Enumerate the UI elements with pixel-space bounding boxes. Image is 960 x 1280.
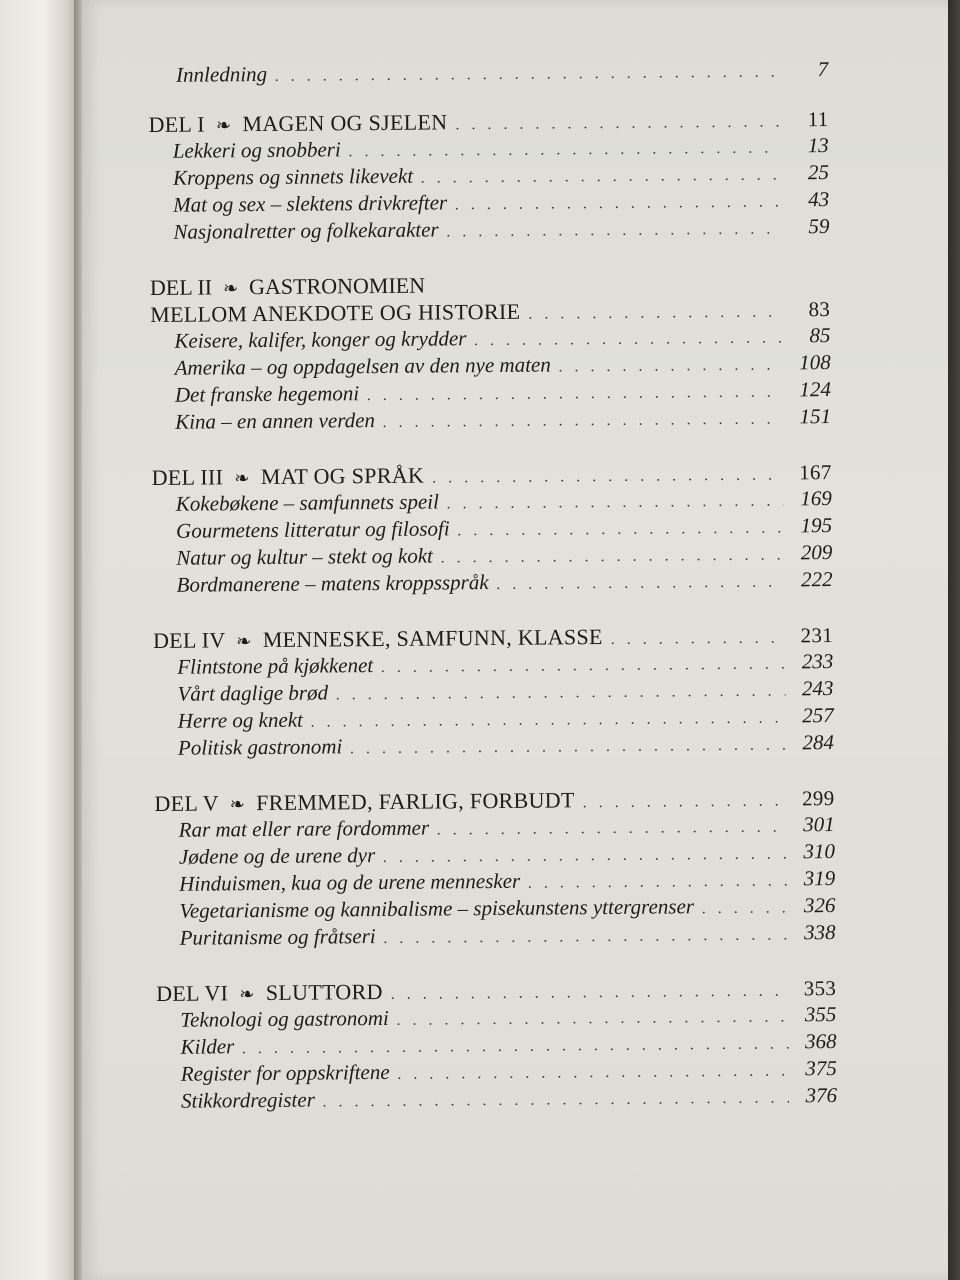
toc-entry — [153, 648, 833, 681]
entry-page: 299 — [801, 786, 835, 811]
entry-title: Rar mat eller rare fordommer — [178, 815, 430, 842]
entry-page: 301 — [803, 812, 835, 837]
entry-page: 108 — [799, 350, 831, 375]
entry-page: 233 — [801, 649, 834, 674]
entry-title: Gourmetens litteratur og filosofi — [175, 516, 450, 543]
toc-entry — [149, 186, 829, 219]
dot-leader — [455, 188, 781, 218]
toc-entry-intro — [148, 56, 828, 89]
table-of-contents — [148, 56, 837, 1143]
dot-leader — [323, 1084, 789, 1115]
entry-page: 25 — [807, 160, 830, 185]
toc-entry — [156, 1001, 836, 1034]
entry-title: Vegetarianisme og kannibalisme – spisekunstens yttergrenser — [179, 894, 695, 923]
entry-title: Det franske hegemoni — [174, 381, 360, 407]
toc-entry — [155, 865, 835, 898]
dot-leader — [447, 487, 784, 517]
toc-part-4 — [153, 621, 834, 762]
part-label: DEL VI — [156, 980, 229, 1006]
part-heading — [152, 458, 832, 491]
part-title: SLUTTORD — [265, 978, 383, 1006]
entry-page: 59 — [808, 214, 830, 239]
entry-title: Bordmanerene – matens kroppsspråk — [176, 570, 489, 597]
entry-page: 375 — [805, 1056, 837, 1081]
entry-page: 124 — [799, 377, 831, 402]
dot-leader — [336, 677, 786, 708]
part-title: GASTRONOMIEN — [248, 272, 426, 300]
dot-leader — [497, 568, 785, 598]
toc-part-1 — [148, 105, 829, 246]
dot-leader — [528, 298, 782, 327]
entry-title: Teknologi og gastronomi — [180, 1005, 389, 1032]
entry-title: Lekkeri og snobberi — [172, 137, 341, 163]
entry-page: 257 — [802, 703, 834, 728]
entry-page: 243 — [801, 676, 834, 701]
part-heading — [148, 105, 828, 138]
entry-title: Politisk gastronomi — [177, 734, 343, 760]
dot-leader — [447, 215, 782, 245]
part-heading — [154, 784, 834, 817]
dot-leader — [528, 867, 787, 896]
toc-entry — [154, 729, 834, 762]
dot-leader — [383, 840, 787, 871]
entry-title: Vårt daglige brød — [177, 680, 329, 706]
dot-leader — [398, 1057, 789, 1087]
toc-part-5 — [154, 784, 835, 952]
entry-page: 310 — [803, 839, 836, 864]
entry-title: Stikkordregister — [180, 1087, 315, 1113]
entry-page: 11 — [807, 107, 829, 132]
entry-title: Flintstone på kjøkkenet — [177, 653, 374, 679]
toc-entry — [151, 376, 831, 409]
part-label: DEL I — [148, 111, 205, 137]
part-title: MAT OG SPRÅK — [260, 462, 425, 490]
entry-page: 231 — [800, 623, 834, 648]
part-label: DEL IV — [152, 627, 226, 653]
entry-page: 167 — [799, 460, 832, 485]
part-label: DEL II — [149, 274, 213, 300]
ornament-icon: ❧ — [239, 984, 255, 1005]
entry-page: 151 — [799, 404, 832, 429]
toc-part-2 — [150, 268, 831, 436]
entry-title: Natur og kultur – stekt og kokt — [176, 543, 434, 570]
dot-leader — [441, 541, 785, 571]
facing-page-edge — [0, 0, 78, 1280]
entry-page: 43 — [808, 187, 830, 212]
dot-leader — [702, 894, 788, 922]
entry-page: 355 — [804, 1002, 837, 1027]
toc-entry — [149, 132, 829, 165]
entry-title: Amerika – og oppdagelsen av den nye maten — [174, 352, 551, 380]
toc-entry — [152, 485, 832, 518]
part-heading — [156, 974, 836, 1007]
part-label: DEL III — [151, 464, 224, 490]
entry-page: 209 — [800, 540, 833, 565]
toc-entry — [155, 811, 835, 844]
toc-part-6 — [156, 974, 837, 1115]
toc-entry — [157, 1055, 837, 1088]
part-title: MAGEN OG SJELEN — [242, 109, 448, 137]
ornament-icon: ❧ — [236, 631, 252, 652]
toc-entry — [157, 1082, 837, 1115]
dot-leader — [275, 58, 780, 89]
entry-title: Keisere, kalifer, konger og krydder — [174, 326, 467, 353]
toc-entry — [153, 675, 833, 708]
entry-page: 222 — [800, 567, 833, 592]
entry-page: 83 — [808, 297, 831, 322]
part-label: DEL V — [154, 790, 219, 816]
dot-leader — [559, 351, 783, 380]
dot-leader — [458, 514, 785, 544]
dot-leader — [311, 704, 786, 735]
entry-page: 169 — [800, 486, 832, 511]
part-title: MENNESKE, SAMFUNN, KLASSE — [262, 624, 603, 653]
toc-entry — [156, 919, 836, 952]
toc-entry — [152, 539, 832, 572]
entry-page: 368 — [804, 1029, 837, 1054]
dot-leader — [383, 405, 783, 435]
entry-title: Innledning — [176, 61, 268, 87]
entry-page: 353 — [803, 976, 837, 1001]
entry-title: Puritanisme og fråtseri — [179, 924, 376, 950]
entry-title: Nasjonalretter og folkekarakter — [173, 217, 439, 244]
part-heading — [150, 295, 830, 328]
part-title: FREMMED, FARLIG, FORBUDT — [256, 787, 575, 816]
entry-page: 326 — [803, 893, 836, 918]
entry-page: 195 — [800, 513, 833, 538]
toc-entry — [149, 159, 829, 192]
entry-page: 85 — [809, 323, 831, 348]
entry-title: Herre og knekt — [177, 707, 304, 733]
dot-leader — [350, 731, 786, 762]
ornament-icon: ❧ — [222, 278, 239, 299]
entry-title: Register for oppskriftene — [180, 1059, 390, 1086]
entry-page: 284 — [802, 730, 835, 755]
entry-page: 7 — [817, 57, 829, 82]
dot-leader — [349, 134, 781, 165]
dot-leader — [384, 921, 788, 952]
entry-title: Kina – en annen verden — [175, 408, 376, 434]
entry-title: Jødene og de urene dyr — [178, 843, 376, 869]
entry-page: 376 — [805, 1083, 838, 1108]
ornament-icon: ❧ — [234, 468, 250, 489]
toc-entry — [152, 512, 832, 545]
background-edge — [948, 0, 960, 1280]
entry-title: Hinduismen, kua og de urene mennesker — [179, 868, 521, 896]
toc-entry — [150, 322, 830, 355]
dot-leader — [437, 813, 787, 843]
ornament-icon: ❧ — [229, 794, 246, 815]
dot-leader — [611, 624, 786, 653]
entry-page: 13 — [807, 133, 829, 158]
entry-title: Kilder — [180, 1034, 235, 1059]
dot-leader — [455, 108, 780, 138]
dot-leader — [381, 650, 785, 681]
part-heading — [153, 621, 833, 654]
dot-leader — [474, 324, 782, 354]
part-title-continued: MELLOM ANEKDOTE OG HISTORIE — [150, 298, 521, 327]
dot-leader — [421, 161, 781, 191]
entry-title: Kokebøkene – samfunnets speil — [175, 489, 439, 516]
dot-leader — [397, 1003, 789, 1033]
toc-entry — [149, 213, 829, 246]
toc-part-3 — [152, 458, 833, 599]
dot-leader — [367, 378, 783, 409]
entry-title: Mat og sex – slektens drivkrefter — [173, 190, 448, 217]
entry-page: 338 — [804, 920, 836, 945]
entry-title: Kroppens og sinnets likevekt — [172, 163, 414, 190]
toc-entry — [151, 403, 831, 436]
entry-page: 319 — [803, 866, 836, 891]
toc-entry — [151, 349, 831, 382]
dot-leader — [583, 787, 787, 816]
toc-entry — [155, 892, 835, 925]
toc-entry — [155, 838, 835, 871]
ornament-icon: ❧ — [215, 115, 232, 136]
toc-entry — [154, 702, 834, 735]
